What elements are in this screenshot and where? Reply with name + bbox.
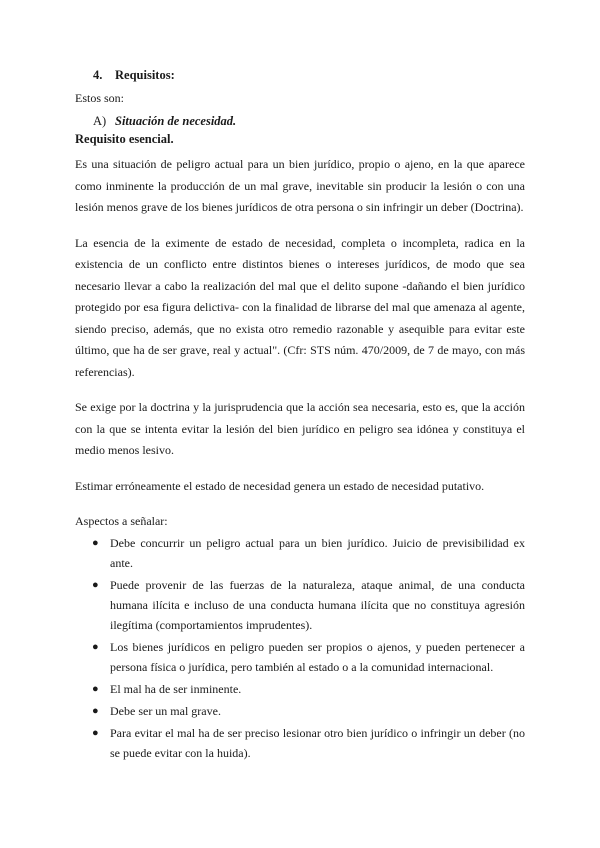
list-item-text: Los bienes jurídicos en peligro pueden ser propios o ajenos, y pueden pertenecer a persona física o jurídica, pero también al estado o a la comunidad internacional.: [110, 640, 525, 674]
intro-text: Estos son:: [75, 91, 125, 105]
list-item-text: Debe concurrir un peligro actual para un bien jurídico. Juicio de previsibilidad ex ante.: [110, 536, 525, 570]
bullet-icon: ●: [92, 705, 99, 717]
bullet-icon: ●: [92, 641, 99, 653]
paragraph: La esencia de la eximente de estado de necesidad, completa o incompleta, radica en la existencia de un conflicto entre distintos bienes o intereses jurídicos, de modo que sea necesario llevar a cabo la realización del mal que el delito supone -dañando el bien jurídico protegido por esa figura delictiva- con la finalidad de librarse del mal que amenaza al agente, siendo preciso, además, que no exista otro remedio razonable y asequible para evitar este último, que ha de ser grave, real y actual". (Cfr: STS núm. 470/2009, de 7 de mayo, con más referencias).: [75, 235, 525, 379]
list-item: [75, 679, 525, 699]
paragraph: Se exige por la doctrina y la jurisprudencia que la acción sea necesaria, esto es, que la acción con la que se intenta evitar la lesión del bien jurídico en peligro sea idónea y constituya el medio menos lesivo.: [75, 400, 525, 457]
aspects-list: [75, 533, 525, 763]
list-item-text: Debe ser un mal grave.: [110, 704, 221, 718]
list-item-text: El mal ha de ser inminente.: [110, 682, 242, 696]
section-title: Requisitos:: [115, 68, 175, 82]
essential-requirement-heading: Requisito esencial.: [75, 132, 174, 146]
list-item-text: Puede provenir de las fuerzas de la naturaleza, ataque animal, de una conducta humana ilícita e incluso de una conducta humana ilícita que no constituya agresión ilegítima (comportamientos imprudentes).: [110, 578, 525, 632]
paragraph: Estimar erróneamente el estado de necesidad genera un estado de necesidad putativo.: [75, 478, 485, 493]
list-item: [75, 575, 525, 635]
aspects-label: Aspectos a señalar:: [75, 514, 168, 528]
subsection-heading: [93, 112, 525, 130]
list-item: [75, 723, 525, 763]
list-item: [75, 533, 525, 573]
bullet-icon: ●: [92, 537, 99, 549]
section-number: 4.: [93, 68, 103, 82]
list-item: [75, 701, 525, 721]
subsection-title: Situación de necesidad.: [115, 114, 237, 128]
paragraph: Es una situación de peligro actual para un bien jurídico, propio o ajeno, en la que aparece como inminente la producción de un mal grave, inevitable sin producir la lesión o con una lesión menos grave de los bienes jurídicos de otra persona o sin infringir un deber (Doctrina).: [75, 157, 525, 214]
section-heading: [93, 66, 525, 84]
list-item-text: Para evitar el mal ha de ser preciso lesionar otro bien jurídico o infringir un deber (no se puede evitar con la huida).: [110, 726, 525, 760]
bullet-icon: ●: [92, 579, 99, 591]
bullet-icon: ●: [92, 683, 99, 695]
subsection-letter: A): [93, 114, 107, 128]
bullet-icon: ●: [92, 727, 99, 739]
list-item: [75, 637, 525, 677]
